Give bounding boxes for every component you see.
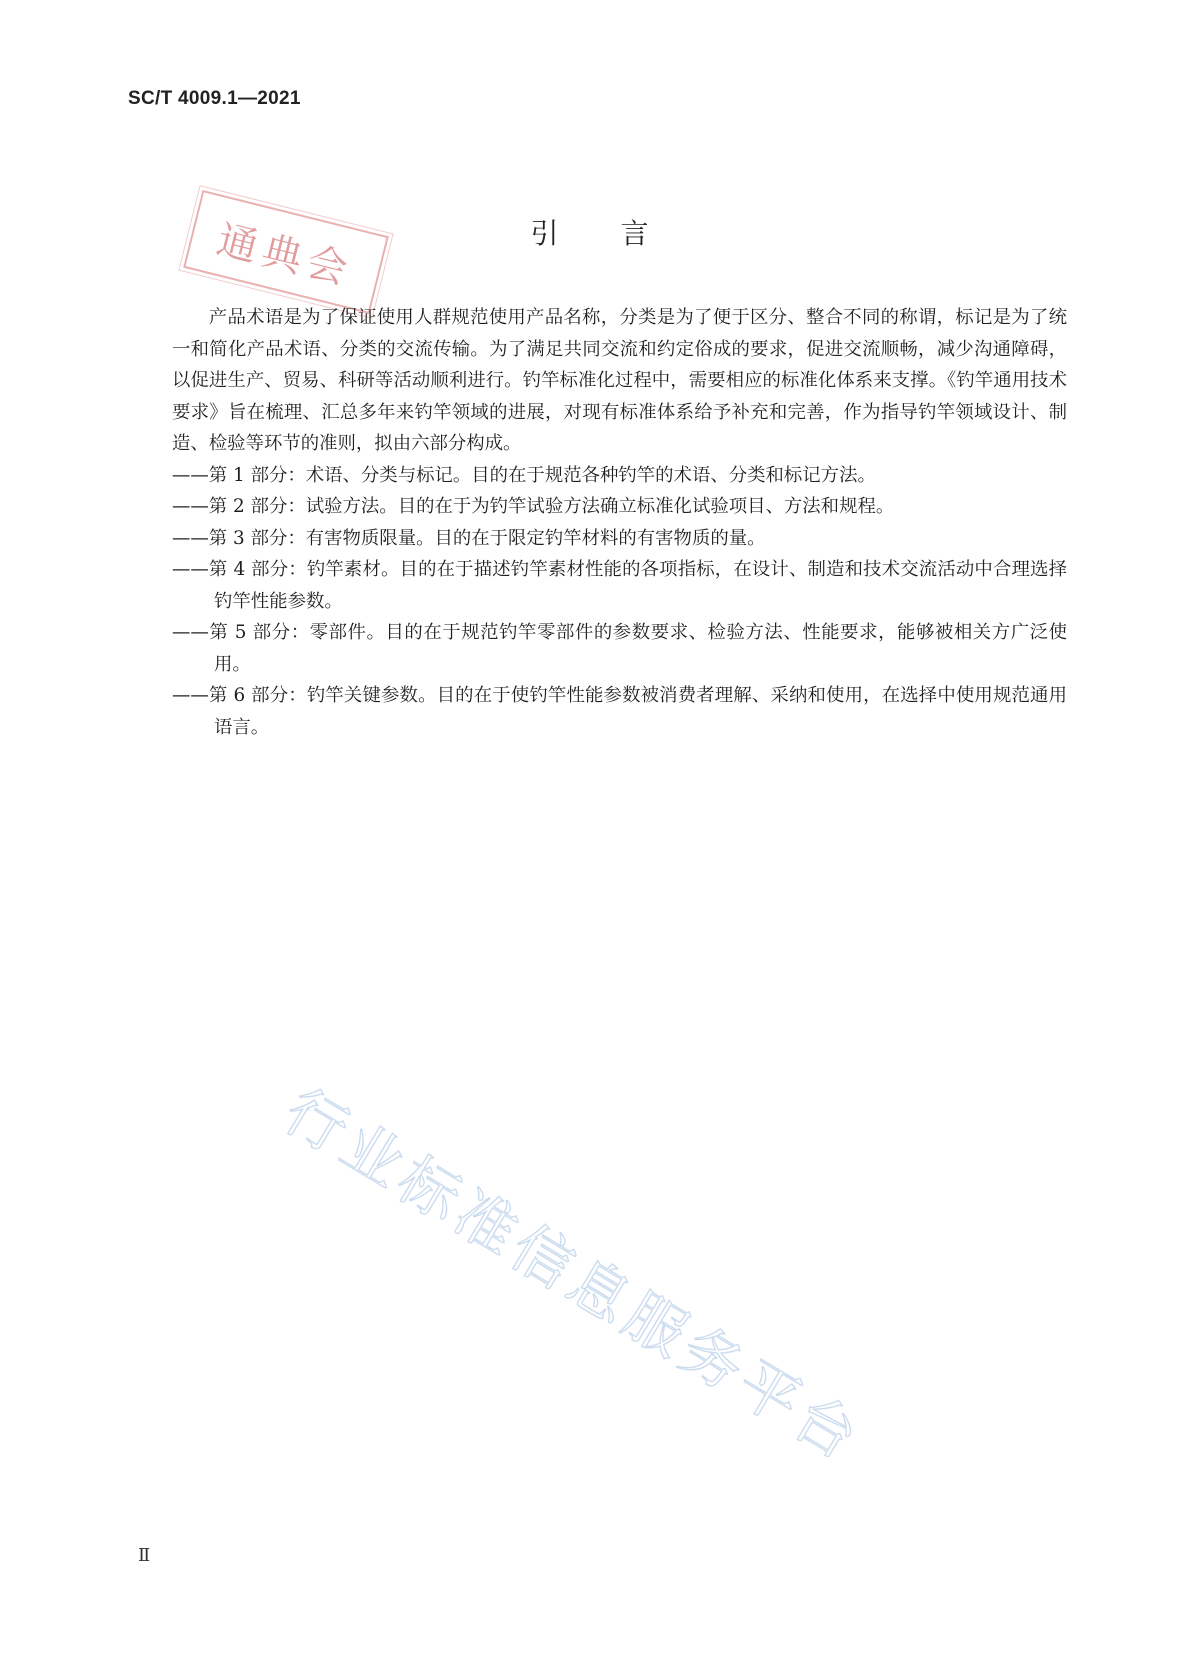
page-title: 引言 [530,217,711,250]
list-item-part-5: ——第 5 部分：零部件。目的在于规范钓竿零部件的参数要求、检验方法、性能要求，能够被相关方广泛使用。 [172,622,1067,675]
list-item-part-1: ——第 1 部分：术语、分类与标记。目的在于规范各种钓竿的术语、分类和标记方法。 [172,464,876,486]
document-body [172,302,1067,743]
list-item-part-6: ——第 6 部分：钓竿关键参数。目的在于使钓竿性能参数被消费者理解、采纳和使用，在选择中使用规范通用语言。 [172,685,1067,738]
list-item-part-2: ——第 2 部分：试验方法。目的在于为钓竿试验方法确立标准化试验项目、方法和规程。 [172,496,895,517]
red-seal-stamp: 通典会 [183,190,389,314]
document-code: SC/T 4009.1—2021 [128,88,301,109]
page-number: Ⅱ [138,1545,151,1566]
intro-paragraph: 产品术语是为了保证使用人群规范使用产品名称，分类是为了便于区分、整合不同的称谓，标记是为了统一和简化产品术语、分类的交流传输。为了满足共同交流和约定俗成的要求，促进交流顺畅，减少沟通障碍，以促进生产、贸易、科研等活动顺利进行。钓竿标准化过程中，需要相应的标准化体系来支撑。《钓竿通用技术要求》旨在梳理、汇总多年来钓竿领域的进展，对现有标准体系给予补充和完善，作为指导钓竿领域设计、制造、检验等环节的准则，拟由六部分构成。 [172,307,1067,454]
watermark-text: 行业标准信息服务平台 [272,1076,875,1477]
list-item-part-3: ——第 3 部分：有害物质限量。目的在于限定钓竿材料的有害物质的量。 [172,527,766,549]
list-item-part-4: ——第 4 部分：钓竿素材。目的在于描述钓竿素材性能的各项指标，在设计、制造和技术交流活动中合理选择钓竿性能参数。 [172,559,1067,612]
